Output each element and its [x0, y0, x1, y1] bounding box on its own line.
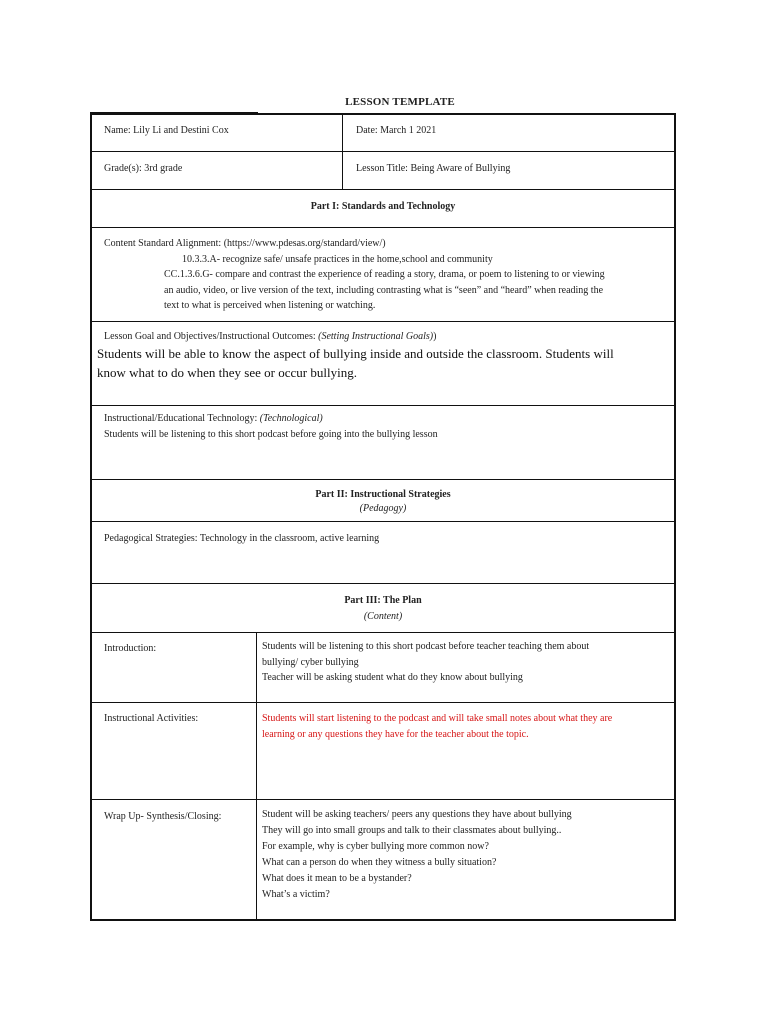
introduction-label: Introduction:: [104, 643, 157, 654]
plan-column-divider: [256, 632, 257, 919]
grade-field: Grade(s): 3rd grade: [104, 163, 183, 174]
activities-content: [262, 711, 672, 742]
technology-text: Students will be listening to this short podcast before going into the bullying lesson: [104, 428, 438, 440]
divider: [92, 227, 674, 228]
name-field: Name: Lily Li and Destini Cox: [104, 125, 229, 136]
standard-item-2-line: an audio, video, or live version of the text, including contrasting what is “seen” and “heard” when reading the: [164, 284, 604, 296]
introduction-line: bullying/ cyber bullying: [262, 656, 359, 668]
technology-label: Instructional/Educational Technology:: [104, 413, 260, 424]
part2-heading: Part II: Instructional Strategies: [315, 489, 451, 500]
lesson-goal-text: [97, 344, 673, 382]
part2-heading-block: [92, 488, 674, 516]
part3-heading: Part III: The Plan: [344, 595, 422, 606]
lesson-template-table: [90, 113, 676, 921]
divider: [92, 521, 674, 522]
activities-line: learning or any questions they have for the teacher about the topic.: [262, 728, 529, 740]
content-standard-label: Content Standard Alignment: (https://www.pdesas.org/standard/view/): [104, 238, 386, 249]
wrapup-line: What’s a victim?: [262, 889, 330, 900]
divider: [92, 583, 674, 584]
part3-heading-block: [92, 593, 674, 625]
pedagogical-strategies: Pedagogical Strategies: Technology in the classroom, active learning: [104, 533, 380, 544]
lesson-goal-line: Students will be able to know the aspect of bullying inside and outside the classroom. Students will: [97, 346, 614, 361]
introduction-line: Students will be listening to this short podcast before teacher teaching them about: [262, 641, 590, 652]
wrapup-line: What can a person do when they witness a bully situation?: [262, 857, 497, 868]
wrapup-label: Wrap Up- Synthesis/Closing:: [104, 811, 222, 822]
divider: [92, 479, 674, 480]
part1-heading: Part I: Standards and Technology: [310, 201, 456, 212]
lesson-goal-note: (Setting Instructional Goals): [318, 331, 434, 342]
wrapup-line: They will go into small groups and talk to their classmates about bullying..: [262, 825, 562, 836]
activities-line: Students will start listening to the podcast and will take small notes about what they are: [262, 713, 613, 724]
wrapup-line: Student will be asking teachers/ peers any questions they have about bullying: [262, 809, 572, 820]
divider: [92, 405, 674, 406]
lesson-title-field: Lesson Title: Being Aware of Bullying: [356, 163, 511, 174]
divider: [92, 321, 674, 322]
content-standard-section: [104, 236, 664, 314]
divider: [92, 799, 674, 800]
lesson-goal-line: know what to do when they see or occur bullying.: [97, 365, 357, 380]
wrapup-line: For example, why is cyber bullying more common now?: [262, 841, 489, 852]
header-column-divider: [342, 115, 343, 189]
part3-subheading: (Content): [363, 611, 403, 622]
wrapup-line: What does it mean to be a bystander?: [262, 873, 412, 884]
lesson-goal-close-paren: ): [433, 331, 437, 342]
page-title: LESSON TEMPLATE: [345, 96, 455, 108]
technology-note: (Technological): [259, 413, 323, 424]
introduction-line: Teacher will be asking student what do they know about bullying: [262, 672, 523, 683]
standard-item-2-line: text to what is perceived when listening or watching.: [164, 300, 376, 311]
divider: [92, 189, 674, 190]
divider: [92, 151, 674, 152]
standard-item-1: 10.3.3.A- recognize safe/ unsafe practices in the home,school and community: [182, 253, 493, 265]
technology-section: [104, 411, 670, 442]
lesson-goal-label: Lesson Goal and Objectives/Instructional Outcomes:: [104, 331, 319, 342]
lesson-goal-section: [104, 329, 670, 345]
activities-label: Instructional Activities:: [104, 713, 199, 724]
divider: [92, 632, 674, 633]
part2-subheading: (Pedagogy): [359, 503, 407, 514]
date-field: Date: March 1 2021: [356, 125, 437, 136]
standard-item-2-line: CC.1.3.6.G- compare and contrast the experience of reading a story, drama, or poem to listening to or viewing: [164, 269, 605, 280]
divider: [92, 702, 674, 703]
wrapup-content: [262, 807, 668, 903]
introduction-content: [262, 639, 668, 686]
